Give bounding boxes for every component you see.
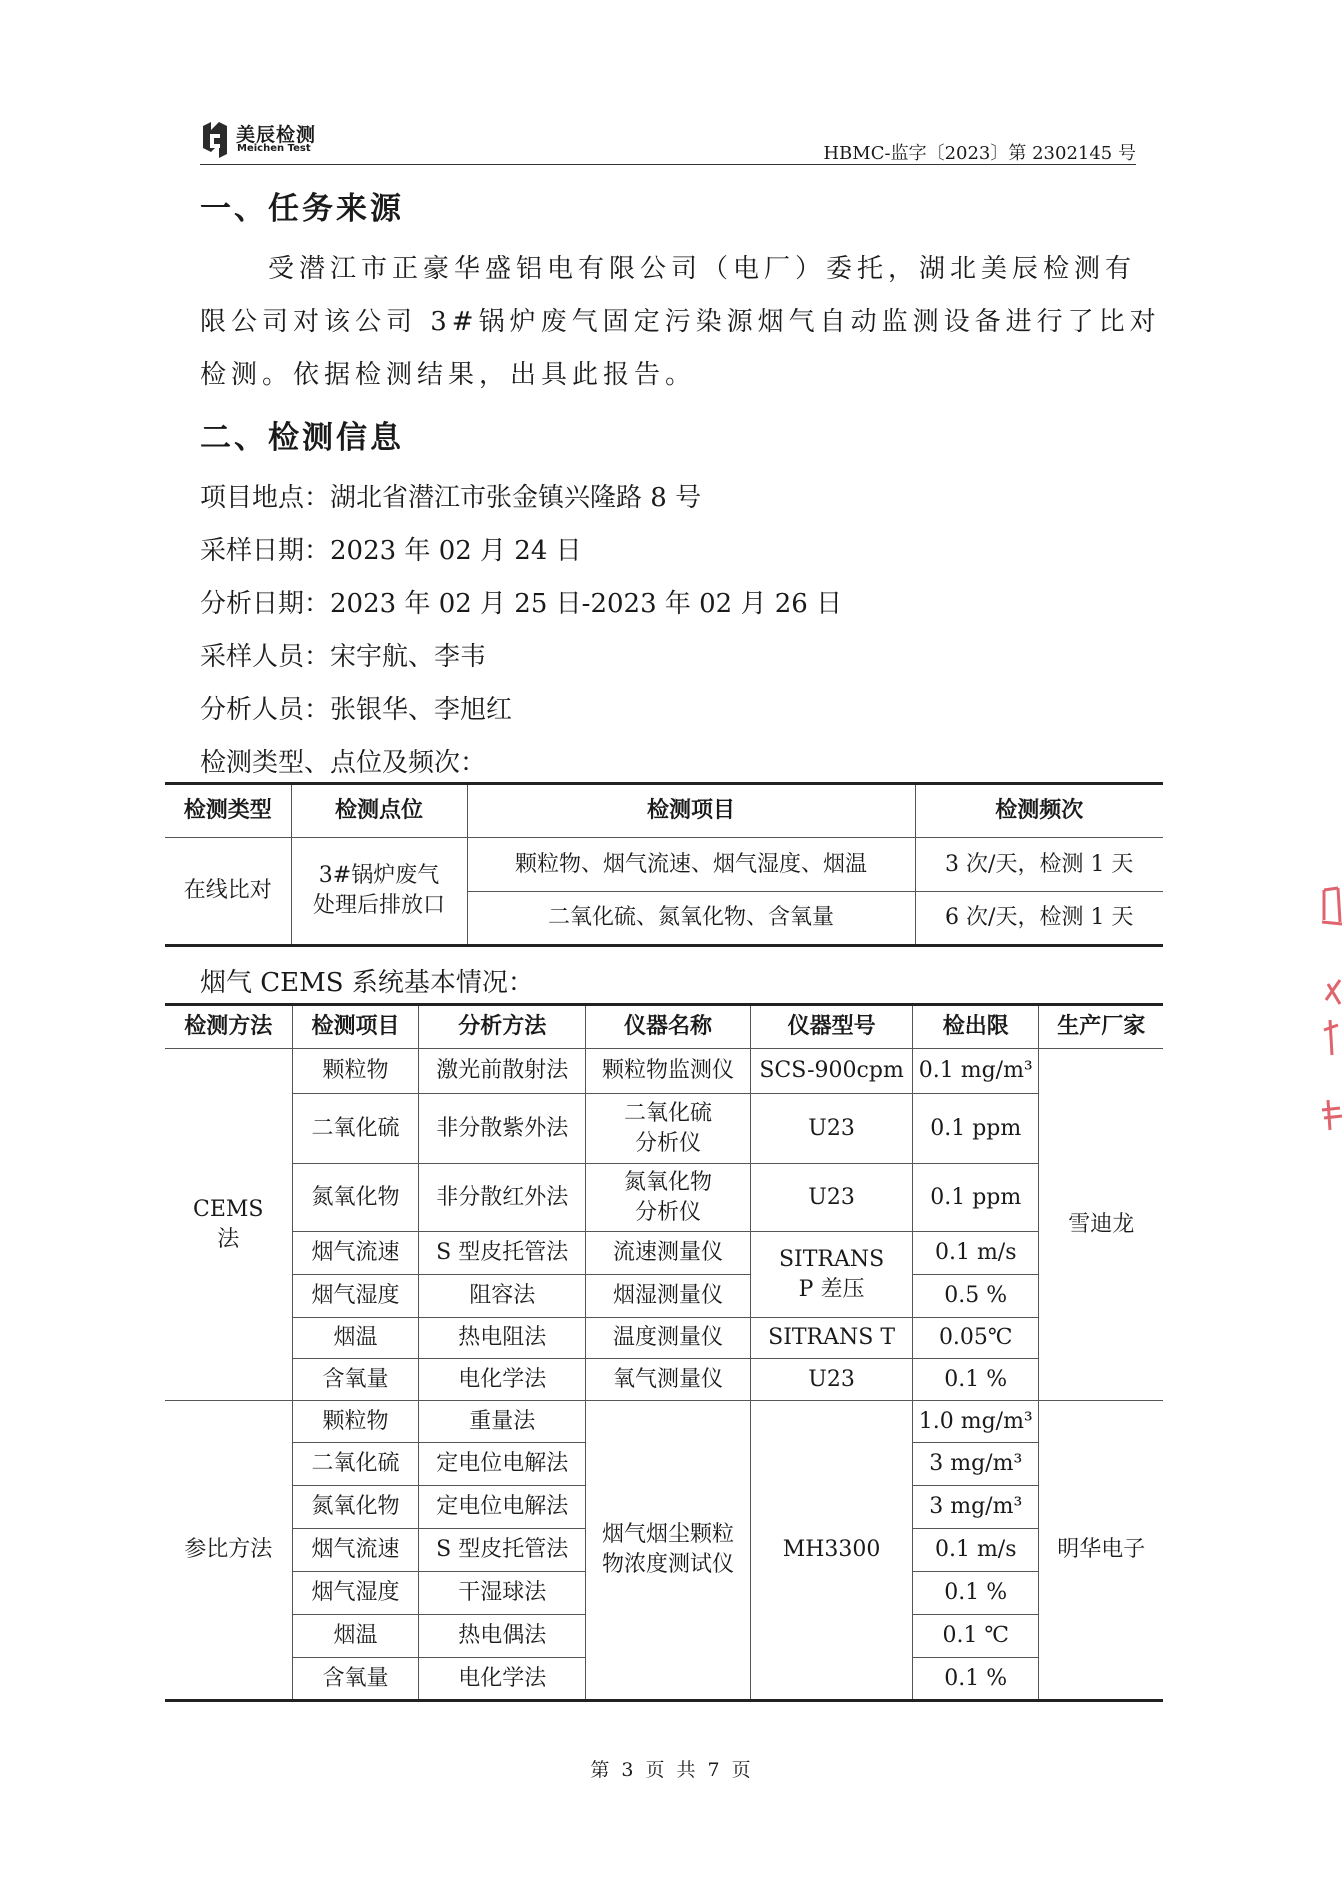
analysis-cell: 干湿球法: [419, 1572, 586, 1615]
item-cell: 含氧量: [292, 1359, 419, 1401]
item-cell: 二氧化硫: [292, 1443, 419, 1486]
red-seal-stamp-icon: [1318, 880, 1344, 1150]
table-row: [165, 1359, 1163, 1401]
item-cell: 烟温: [292, 1615, 419, 1658]
instrument-cell: 氧气测量仪: [585, 1359, 750, 1401]
header-divider: [200, 164, 1136, 165]
table-header-row: [165, 784, 1163, 838]
table-header-cell: 仪器型号: [751, 1005, 913, 1049]
limit-cell: 1.0 mg/m³: [913, 1401, 1039, 1443]
report-number: HBMC-监字〔2023〕第 2302145 号: [823, 143, 1136, 164]
limit-cell: 3 mg/m³: [913, 1443, 1039, 1486]
instrument-cell: 流速测量仪: [585, 1232, 750, 1275]
test-point-cell: 3#锅炉废气处理后排放口: [291, 838, 467, 946]
limit-cell: 0.1 %: [913, 1658, 1039, 1701]
table-header-cell: 生产厂家: [1039, 1005, 1163, 1049]
limit-cell: 0.05℃: [913, 1318, 1039, 1359]
item-cell: 二氧化硫: [292, 1094, 419, 1164]
table-header-cell: 仪器名称: [585, 1005, 750, 1049]
model-cell: U23: [751, 1164, 913, 1232]
task-paragraph-line: 受潜江市正豪华盛铝电有限公司（电厂）委托，湖北美辰检测有: [268, 254, 1137, 284]
instrument-cell: 温度测量仪: [585, 1318, 750, 1359]
test-item-cell: 颗粒物、烟气流速、烟气湿度、烟温: [467, 838, 915, 892]
analysis-cell: S 型皮托管法: [419, 1529, 586, 1572]
page-footer: 第 3 页 共 7 页: [590, 1759, 754, 1781]
instrument-cell: 二氧化硫分析仪: [585, 1094, 750, 1164]
analysis-cell: 定电位电解法: [419, 1443, 586, 1486]
table2-caption: 烟气 CEMS 系统基本情况：: [200, 968, 534, 998]
info-analysis-date: 分析日期：2023 年 02 月 25 日-2023 年 02 月 26 日: [200, 589, 843, 619]
table-header-cell: 检测点位: [291, 784, 467, 838]
table1-caption: 检测类型、点位及频次：: [200, 748, 487, 778]
table-header-cell: 检测项目: [467, 784, 915, 838]
analysis-cell: 激光前散射法: [419, 1049, 586, 1094]
analysis-cell: 非分散红外法: [419, 1164, 586, 1232]
analysis-cell: 阻容法: [419, 1275, 586, 1318]
limit-cell: 0.1 ppm: [913, 1094, 1039, 1164]
table-header-cell: 检测频次: [915, 784, 1163, 838]
model-cell: U23: [751, 1094, 913, 1164]
limit-cell: 0.1 mg/m³: [913, 1049, 1039, 1094]
limit-cell: 0.5 %: [913, 1275, 1039, 1318]
analysis-cell: 热电阻法: [419, 1318, 586, 1359]
item-cell: 颗粒物: [292, 1049, 419, 1094]
table-row: [165, 1164, 1163, 1232]
instrument-cell: 颗粒物监测仪: [585, 1049, 750, 1094]
task-paragraph-line: 限公司对该公司 3#锅炉废气固定污染源烟气自动监测设备进行了比对: [200, 307, 1161, 337]
table-row: [165, 838, 1163, 892]
instrument-cell: 氮氧化物分析仪: [585, 1164, 750, 1232]
table-row: [165, 1318, 1163, 1359]
item-cell: 氮氧化物: [292, 1486, 419, 1529]
model-cell-reference: MH3300: [751, 1401, 913, 1701]
limit-cell: 0.1 ℃: [913, 1615, 1039, 1658]
table-row: [165, 1049, 1163, 1094]
task-paragraph-line: 检测。依据检测结果，出具此报告。: [200, 360, 697, 390]
company-logo: [200, 120, 350, 160]
method-cell-cems: CEMS 法: [165, 1049, 292, 1401]
item-cell: 烟气流速: [292, 1529, 419, 1572]
item-cell: 含氧量: [292, 1658, 419, 1701]
cems-system-table: [165, 1003, 1163, 1702]
table-row: [165, 1401, 1163, 1443]
item-cell: 氮氧化物: [292, 1164, 419, 1232]
model-cell: SITRANS T: [751, 1318, 913, 1359]
item-cell: 烟温: [292, 1318, 419, 1359]
item-cell: 烟气湿度: [292, 1275, 419, 1318]
test-item-cell: 二氧化硫、氮氧化物、含氧量: [467, 892, 915, 946]
limit-cell: 0.1 m/s: [913, 1232, 1039, 1275]
analysis-cell: 电化学法: [419, 1658, 586, 1701]
limit-cell: 3 mg/m³: [913, 1486, 1039, 1529]
table-row: [165, 1094, 1163, 1164]
table-row: [165, 1232, 1163, 1275]
table-header-cell: 检出限: [913, 1005, 1039, 1049]
instrument-cell: 烟湿测量仪: [585, 1275, 750, 1318]
model-cell: SITRANS P 差压: [751, 1232, 913, 1318]
test-type-cell: 在线比对: [165, 838, 291, 946]
info-sampling-date: 采样日期：2023 年 02 月 24 日: [200, 536, 582, 566]
limit-cell: 0.1 %: [913, 1572, 1039, 1615]
section-title-test-info: 二、检测信息: [200, 420, 404, 456]
limit-cell: 0.1 %: [913, 1359, 1039, 1401]
section-title-task-source: 一、任务来源: [200, 191, 404, 227]
meichen-logo-icon: [200, 120, 230, 158]
model-cell: U23: [751, 1359, 913, 1401]
analysis-cell: 非分散紫外法: [419, 1094, 586, 1164]
logo-name-cn: 美辰检测: [236, 124, 317, 146]
table-row: [165, 1275, 1163, 1318]
instrument-cell-reference: 烟气烟尘颗粒物浓度测试仪: [585, 1401, 750, 1701]
table-header-cell: 分析方法: [419, 1005, 586, 1049]
maker-cell-cems: 雪迪龙: [1039, 1049, 1163, 1401]
info-analysts: 分析人员：张银华、李旭红: [200, 695, 513, 725]
table-header-cell: 检测方法: [165, 1005, 292, 1049]
analysis-cell: 重量法: [419, 1401, 586, 1443]
info-location: 项目地点：湖北省潜江市张金镇兴隆路 8 号: [200, 483, 702, 513]
analysis-cell: S 型皮托管法: [419, 1232, 586, 1275]
table-header-cell: 检测类型: [165, 784, 291, 838]
limit-cell: 0.1 ppm: [913, 1164, 1039, 1232]
analysis-cell: 电化学法: [419, 1359, 586, 1401]
analysis-cell: 热电偶法: [419, 1615, 586, 1658]
limit-cell: 0.1 m/s: [913, 1529, 1039, 1572]
item-cell: 颗粒物: [292, 1401, 419, 1443]
analysis-cell: 定电位电解法: [419, 1486, 586, 1529]
logo-name-en: Meichen Test: [237, 143, 311, 154]
test-frequency-cell: 3 次/天，检测 1 天: [915, 838, 1163, 892]
info-samplers: 采样人员：宋宇航、李韦: [200, 642, 487, 672]
test-frequency-cell: 6 次/天，检测 1 天: [915, 892, 1163, 946]
maker-cell-reference: 明华电子: [1039, 1401, 1163, 1701]
item-cell: 烟气流速: [292, 1232, 419, 1275]
table-header-cell: 检测项目: [292, 1005, 419, 1049]
table-header-row: [165, 1005, 1163, 1049]
method-cell-reference: 参比方法: [165, 1401, 292, 1701]
model-cell: SCS-900cpm: [751, 1049, 913, 1094]
test-frequency-table: [165, 782, 1163, 947]
item-cell: 烟气湿度: [292, 1572, 419, 1615]
